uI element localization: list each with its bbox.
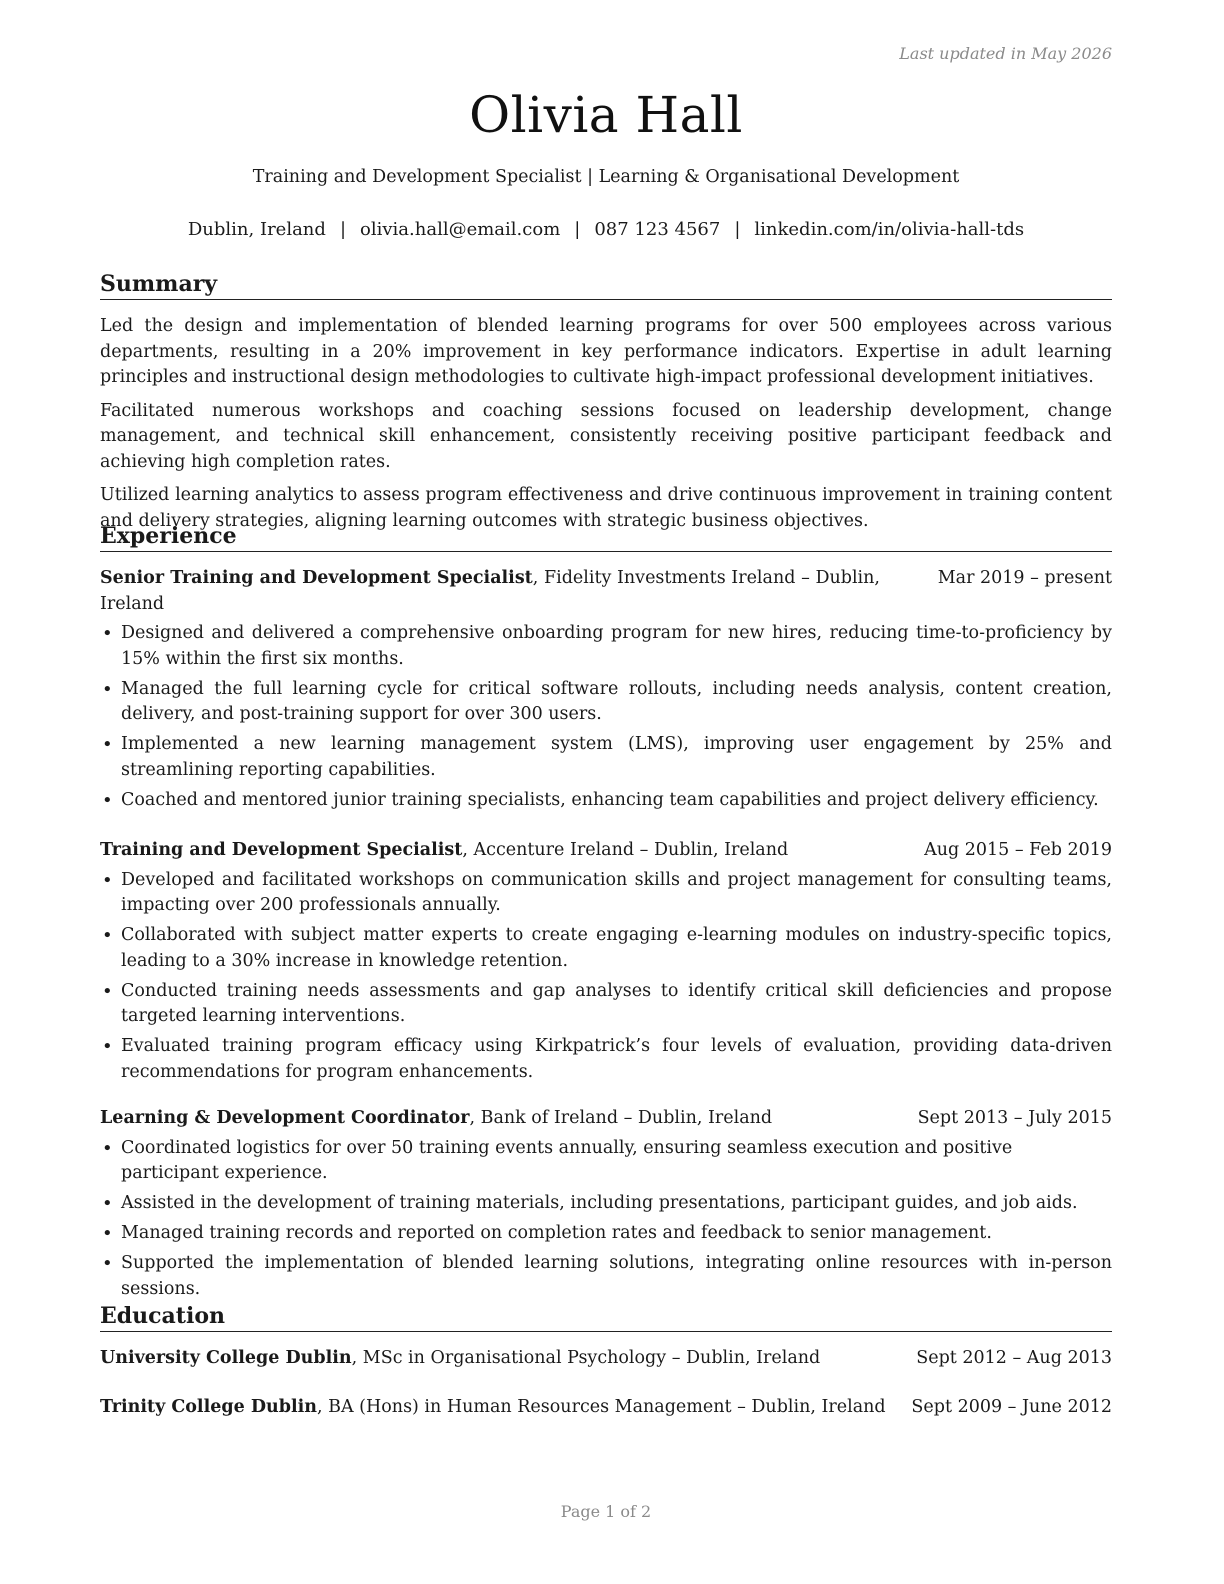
summary-paragraph: Led the design and implementation of blended learning programs for over 500 employees across various departments, resulting in a 20% improvement in key performance indicators. Expertise in adult learning principles and instructional design methodologies to cultivate high-impact professional development initiatives. [100, 316, 1112, 387]
experience-header [100, 566, 1112, 617]
experience-entry [100, 566, 1112, 818]
list-item: • Collaborated with subject matter experts to create engaging e-learning modules on industry-specific topics, leading to a 30% increase in knowledge retention. [100, 923, 1112, 974]
experience-bullets [100, 621, 1112, 813]
education-dates: Sept 2009 – June 2012 [911, 1397, 1112, 1417]
job-dates: Sept 2013 – July 2015 [917, 1108, 1112, 1128]
contact-location: Dublin, Ireland [187, 219, 326, 240]
job-dates: Aug 2015 – Feb 2019 [924, 840, 1112, 860]
contact-separator: | [339, 219, 347, 240]
last-updated-note: Last updated in May 2026 [899, 44, 1112, 63]
list-item: • Managed training records and reported on completion rates and feedback to senior management. [100, 1221, 1112, 1247]
list-item: • Developed and facilitated workshops on communication skills and project management for consulting teams, impacting over 200 professionals annually. [100, 868, 1112, 919]
job-employer: , Bank of Ireland – Dublin, Ireland [469, 1108, 773, 1128]
job-title: Senior Training and Development Specialist [100, 568, 533, 588]
education-program [100, 1395, 886, 1421]
contact-separator: | [734, 219, 741, 240]
contact-line [100, 219, 1112, 240]
experience-bullets [100, 1136, 1112, 1303]
list-item: • Designed and delivered a comprehensive onboarding program for new hires, reducing time-to-proficiency by 15% within the first six months. [100, 621, 1112, 672]
list-item: • Managed the full learning cycle for critical software rollouts, including needs analysis, content creation, delivery, and post-training support for over 300 users. [100, 677, 1112, 728]
list-item: • Conducted training needs assessments and gap analyses to identify critical skill deficiencies and propose targeted learning interventions. [100, 979, 1112, 1030]
education-school: University College Dublin [100, 1348, 352, 1368]
job-employer: , Fidelity Investments Ireland – Dublin, Ireland [100, 568, 880, 614]
job-title: Learning & Development Coordinator [100, 1108, 470, 1128]
list-item: • Supported the implementation of blended learning solutions, integrating online resources with in-person sessions. [100, 1251, 1112, 1302]
education-dates: Sept 2012 – Aug 2013 [916, 1348, 1112, 1368]
experience-entry [100, 838, 1112, 1090]
section-title-experience: Experience [100, 522, 1112, 552]
summary-paragraph: Facilitated numerous workshops and coaching sessions focused on leadership development, change management, and technical skill enhancement, consistently receiving positive participant feedback and achieving high completion rates. [100, 400, 1112, 472]
experience-role [100, 838, 788, 864]
candidate-name: Olivia Hall [469, 86, 743, 144]
list-item: • Assisted in the development of training materials, including presentations, participant guides, and job aids. [100, 1191, 1112, 1217]
contact-phone[interactable]: 087 123 4567 [594, 219, 721, 240]
job-employer: , Accenture Ireland – Dublin, Ireland [462, 840, 789, 860]
page-number: Page 1 of 2 [560, 1502, 652, 1521]
job-title: Training and Development Specialist [100, 840, 463, 860]
list-item: • Evaluated training program efficacy using Kirkpatrick’s four levels of evaluation, providing data-driven recommendations for program enhancements. [100, 1034, 1112, 1085]
experience-role [100, 1106, 772, 1132]
candidate-tagline: Training and Development Specialist | Learning & Organisational Development [252, 167, 960, 187]
contact-linkedin[interactable]: linkedin.com/in/olivia-hall-tds [754, 219, 1025, 240]
experience-header [100, 838, 1112, 864]
summary-paragraph: Utilized learning analytics to assess program effectiveness and drive continuous improvement in training content and delivery strategies, aligning learning outcomes with strategic business objectives. [100, 485, 1112, 531]
education-school: Trinity College Dublin [100, 1397, 317, 1417]
list-item: • Implemented a new learning management system (LMS), improving user engagement by 25% and streamlining reporting capabilities. [100, 732, 1112, 783]
education-entry [100, 1346, 1112, 1372]
list-item: • Coached and mentored junior training specialists, enhancing team capabilities and project delivery efficiency. [100, 788, 1112, 814]
education-program [100, 1346, 820, 1372]
section-title-education: Education [100, 1302, 1112, 1332]
education-detail: , MSc in Organisational Psychology – Dublin, Ireland [351, 1348, 821, 1368]
education-detail: , BA (Hons) in Human Resources Management – Dublin, Ireland [316, 1397, 886, 1417]
job-dates: Mar 2019 – present [937, 568, 1112, 588]
education-entry [100, 1395, 1112, 1421]
experience-role [100, 566, 880, 617]
contact-email[interactable]: olivia.hall@email.com [360, 219, 561, 240]
summary-body [100, 314, 1112, 542]
experience-entry [100, 1106, 1112, 1307]
section-title-summary: Summary [100, 270, 1112, 300]
resume-page [100, 0, 1112, 1584]
contact-separator: | [574, 219, 581, 240]
experience-bullets [100, 868, 1112, 1086]
experience-header [100, 1106, 1112, 1132]
list-item: • Coordinated logistics for over 50 training events annually, ensuring seamless execution and positive participant experience. [100, 1136, 1112, 1187]
